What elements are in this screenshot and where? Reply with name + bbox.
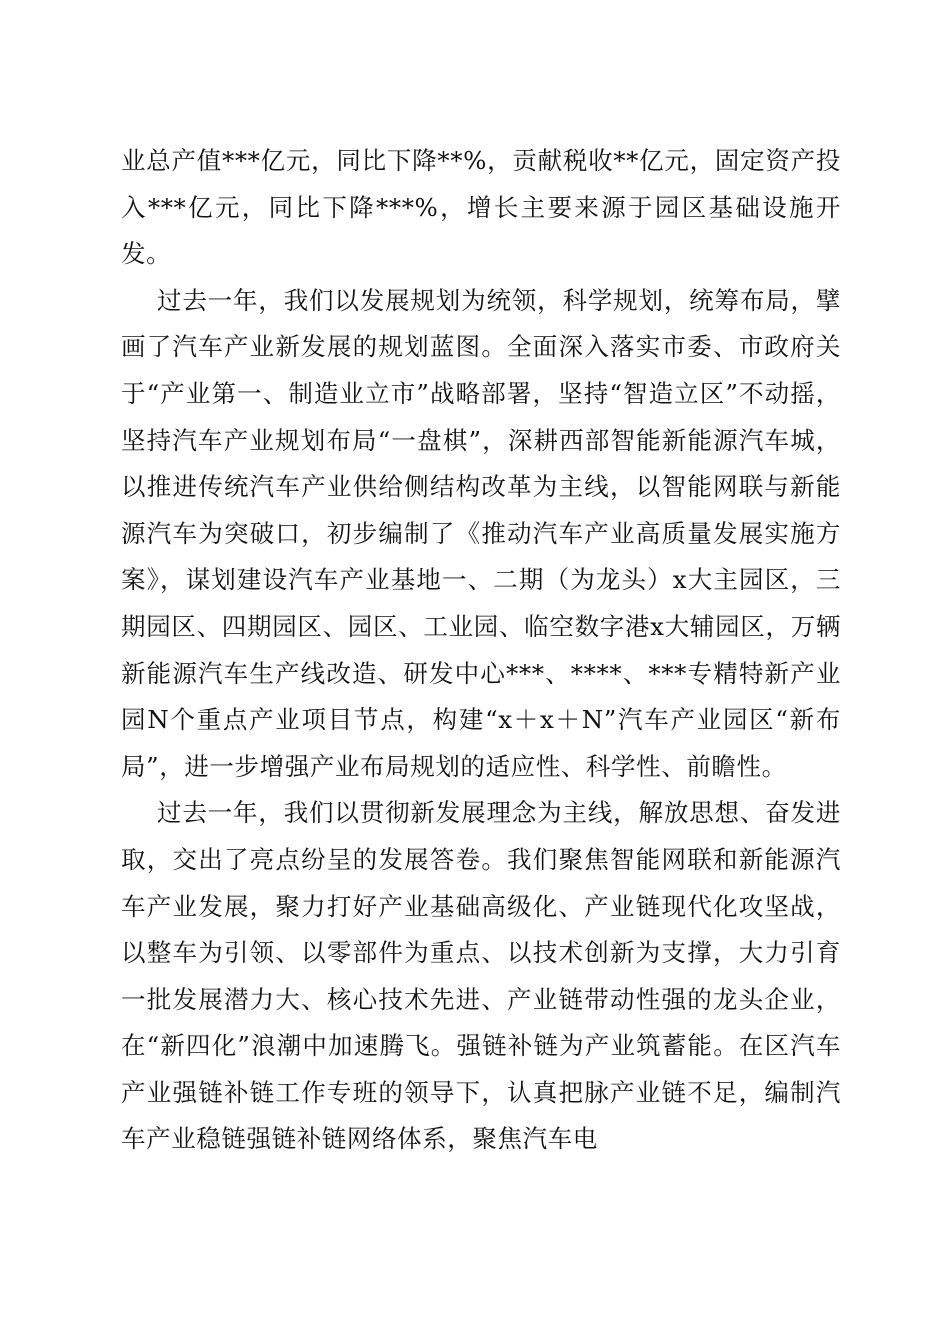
paragraph-1: 业总产值***亿元，同比下降**%，贡献税收**亿元，固定资产投入***亿元，同比下降***%，增长主要来源于园区基础设施开发。 <box>121 146 841 269</box>
paragraph-2: 过去一年，我们以发展规划为统领，科学规划，统筹布局，擘画了汽车产业新发展的规划蓝图。全面深入落实市委、市政府关于“产业第一、制造业立市”战略部署，坚持“智造立区”不动摇，坚持汽车产业规划布局“一盘棋”，深耕西部智能新能源汽车城，以推进传统汽车产业供给侧结构改革为主线，以智能网联与新能源汽车为突破口，初步编制了《推动汽车产业高质量发展实施方案》，谋划建设汽车产业基地一、二期（为龙头）x大主园区，三期园区、四期园区、园区、工业园、临空数字港x大辅园区，万辆新能源汽车生产线改造、研发中心***、****、***专精特新产业园N个重点产业项目节点，构建“x＋x＋N”汽车产业园区“新布局”，进一步增强产业布局规划的适应性、科学性、前瞻性。 <box>121 285 841 781</box>
paragraph-3: 过去一年，我们以贯彻新发展理念为主线，解放思想、奋发进取，交出了亮点纷呈的发展答卷。我们聚焦智能网联和新能源汽车产业发展，聚力打好产业基础高级化、产业链现代化攻坚战，以整车为引领、以零部件为重点、以技术创新为支撑，大力引育一批发展潜力大、核心技术先进、产业链带动性强的龙头企业，在“新四化”浪潮中加速腾飞。强链补链为产业筑蓄能。在区汽车产业强链补链工作专班的领导下，认真把脉产业链不足，编制汽车产业稳链强链补链网络体系，聚焦汽车电 <box>121 798 841 1154</box>
document-body <box>121 138 841 1163</box>
